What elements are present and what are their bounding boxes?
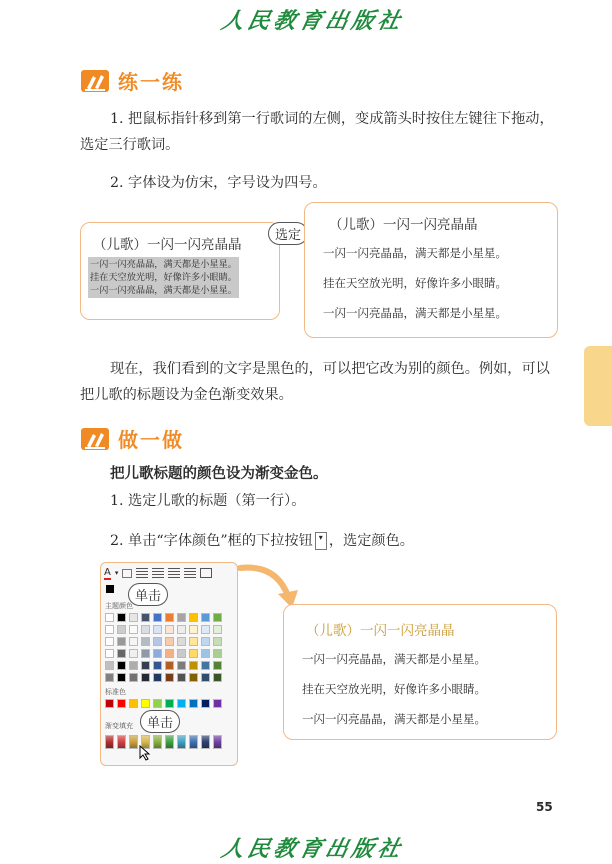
poem-line: 一闪一闪亮晶晶，满天都是小星星。	[90, 259, 237, 270]
theme-color-swatch[interactable]	[117, 637, 126, 646]
theme-color-swatch[interactable]	[141, 625, 150, 634]
theme-color-swatch[interactable]	[153, 613, 162, 622]
poem-line: 一闪一闪亮晶晶，满天都是小星星。	[302, 712, 486, 726]
theme-color-swatch[interactable]	[201, 637, 210, 646]
gradient-color-swatch[interactable]	[153, 735, 162, 749]
publisher-logo-bottom: 人民教育出版社	[218, 836, 407, 862]
theme-color-swatch[interactable]	[105, 637, 114, 646]
selection-demo-box	[80, 222, 280, 320]
theme-color-swatch[interactable]	[201, 649, 210, 658]
standard-colors-grid	[105, 699, 222, 708]
do-task: 把儿歌标题的颜色设为渐变金色。	[110, 466, 328, 482]
theme-color-swatch[interactable]	[153, 661, 162, 670]
gradient-color-swatch[interactable]	[177, 735, 186, 749]
standard-color-swatch[interactable]	[129, 699, 138, 708]
align-left-icon[interactable]	[136, 568, 148, 578]
standard-color-swatch[interactable]	[189, 699, 198, 708]
do-step-2-text: 2. 单击“字体颜色”框的下拉按钮	[110, 533, 313, 549]
do-step-1: 1. 选定儿歌的标题（第一行）。	[110, 493, 306, 509]
theme-color-swatch[interactable]	[213, 649, 222, 658]
theme-color-swatch[interactable]	[129, 637, 138, 646]
theme-color-swatch[interactable]	[141, 673, 150, 682]
distribute-icon[interactable]	[200, 568, 212, 578]
gradient-color-swatch[interactable]	[201, 735, 210, 749]
theme-color-swatch[interactable]	[117, 661, 126, 670]
poem-line: 一闪一闪亮晶晶，满天都是小星星。	[323, 246, 507, 260]
theme-color-swatch[interactable]	[201, 625, 210, 634]
theme-color-swatch[interactable]	[165, 673, 174, 682]
theme-color-swatch[interactable]	[165, 649, 174, 658]
practice-step-2: 2. 字体设为仿宋，字号设为四号。	[110, 175, 327, 191]
dropdown-arrow-icon: ▾	[315, 532, 327, 550]
gradient-fill-label: 渐变填充	[105, 722, 133, 730]
standard-color-swatch[interactable]	[141, 699, 150, 708]
poem-line: 挂在天空放光明，好像许多小眼睛。	[90, 272, 237, 283]
theme-colors-label: 主题颜色	[105, 602, 133, 610]
do-section-header	[80, 424, 184, 453]
theme-color-swatch[interactable]	[117, 649, 126, 658]
standard-color-swatch[interactable]	[177, 699, 186, 708]
theme-color-swatch[interactable]	[213, 625, 222, 634]
gradient-color-swatch[interactable]	[129, 735, 138, 749]
theme-color-swatch[interactable]	[105, 625, 114, 634]
gradient-color-swatch[interactable]	[105, 735, 114, 749]
theme-color-swatch[interactable]	[165, 613, 174, 622]
standard-color-swatch[interactable]	[117, 699, 126, 708]
theme-colors-grid	[105, 613, 222, 682]
theme-color-swatch[interactable]	[129, 661, 138, 670]
standard-colors-label: 标准色	[105, 688, 126, 696]
gradient-fill-grid	[105, 735, 222, 749]
mouse-cursor-icon	[139, 745, 151, 761]
do-step-2-text-end: ，选定颜色。	[328, 533, 414, 549]
practice-step-1: 1. 把鼠标指针移到第一行歌词的左侧，变成箭头时按住左键往下拖动，选定三行歌词。	[80, 111, 554, 153]
theme-color-swatch[interactable]	[117, 673, 126, 682]
callout-select: 选定	[268, 222, 308, 245]
theme-color-swatch[interactable]	[153, 637, 162, 646]
standard-color-swatch[interactable]	[165, 699, 174, 708]
theme-color-swatch[interactable]	[105, 673, 114, 682]
theme-color-swatch[interactable]	[201, 613, 210, 622]
standard-color-swatch[interactable]	[201, 699, 210, 708]
theme-color-swatch[interactable]	[141, 637, 150, 646]
theme-color-swatch[interactable]	[117, 625, 126, 634]
gradient-color-swatch[interactable]	[189, 735, 198, 749]
theme-color-swatch[interactable]	[141, 661, 150, 670]
automatic-color-swatch[interactable]	[106, 585, 114, 593]
practice-section-header	[80, 66, 184, 95]
theme-color-swatch[interactable]	[189, 613, 198, 622]
theme-color-swatch[interactable]	[141, 649, 150, 658]
theme-color-swatch[interactable]	[177, 625, 186, 634]
gradient-color-swatch[interactable]	[213, 735, 222, 749]
theme-color-swatch[interactable]	[141, 613, 150, 622]
font-color-button[interactable]: A	[104, 566, 111, 578]
standard-color-swatch[interactable]	[213, 699, 222, 708]
theme-color-swatch[interactable]	[213, 637, 222, 646]
gold-title-result-box	[283, 604, 557, 740]
publisher-logo-top: 人民教育出版社	[218, 8, 407, 34]
gold-poem-title: （儿歌）一闪一闪亮晶晶	[306, 623, 455, 639]
theme-color-swatch[interactable]	[213, 613, 222, 622]
theme-color-swatch[interactable]	[177, 661, 186, 670]
page-number: 55	[536, 800, 553, 814]
theme-color-swatch[interactable]	[129, 649, 138, 658]
toolbar-row	[104, 565, 234, 581]
callout-click-1: 单击	[128, 583, 168, 606]
theme-color-swatch[interactable]	[189, 661, 198, 670]
theme-color-swatch[interactable]	[165, 661, 174, 670]
theme-color-swatch[interactable]	[153, 673, 162, 682]
color-intro-paragraph: 现在，我们看到的文字是黑色的，可以把它改为别的颜色。例如，可以把儿歌的标题设为金色渐变效果。	[80, 361, 550, 403]
theme-color-swatch[interactable]	[165, 637, 174, 646]
theme-color-swatch[interactable]	[189, 625, 198, 634]
theme-color-swatch[interactable]	[201, 661, 210, 670]
do-title: 做一做	[118, 428, 184, 452]
theme-color-swatch[interactable]	[129, 673, 138, 682]
practice-title: 练一练	[118, 70, 184, 94]
theme-color-swatch[interactable]	[177, 637, 186, 646]
hand-pencil-icon	[80, 68, 110, 94]
poem-line: 一闪一闪亮晶晶，满天都是小星星。	[302, 652, 486, 666]
theme-color-swatch[interactable]	[189, 649, 198, 658]
gradient-color-swatch[interactable]	[117, 735, 126, 749]
theme-color-swatch[interactable]	[213, 661, 222, 670]
align-right-icon[interactable]	[168, 568, 180, 578]
theme-color-swatch[interactable]	[189, 637, 198, 646]
theme-color-swatch[interactable]	[213, 673, 222, 682]
poem-line: 一闪一闪亮晶晶，满天都是小星星。	[90, 285, 237, 296]
char-shading-icon[interactable]	[122, 569, 132, 578]
font-color-panel	[100, 562, 238, 766]
gradient-color-swatch[interactable]	[165, 735, 174, 749]
theme-color-swatch[interactable]	[177, 673, 186, 682]
poem-title: （儿歌）一闪一闪亮晶晶	[93, 237, 242, 253]
theme-color-swatch[interactable]	[129, 625, 138, 634]
selected-lines	[88, 257, 239, 298]
theme-color-swatch[interactable]	[105, 613, 114, 622]
result-demo-box	[304, 202, 558, 338]
theme-color-swatch[interactable]	[129, 613, 138, 622]
poem-title: （儿歌）一闪一闪亮晶晶	[329, 217, 478, 233]
poem-line: 挂在天空放光明，好像许多小眼睛。	[302, 682, 486, 696]
poem-line: 一闪一闪亮晶晶，满天都是小星星。	[323, 306, 507, 320]
callout-click-2: 单击	[140, 710, 180, 733]
poem-line: 挂在天空放光明，好像许多小眼睛。	[323, 276, 507, 290]
theme-color-swatch[interactable]	[165, 625, 174, 634]
justify-icon[interactable]	[184, 568, 196, 578]
align-center-icon[interactable]	[152, 568, 164, 578]
standard-color-swatch[interactable]	[153, 699, 162, 708]
theme-color-swatch[interactable]	[153, 649, 162, 658]
hand-pencil-icon	[80, 426, 110, 452]
theme-color-swatch[interactable]	[117, 613, 126, 622]
theme-color-swatch[interactable]	[177, 613, 186, 622]
theme-color-swatch[interactable]	[189, 673, 198, 682]
theme-color-swatch[interactable]	[105, 649, 114, 658]
dropdown-arrow-icon[interactable]: ▾	[114, 569, 119, 577]
chapter-tab	[584, 346, 612, 426]
theme-color-swatch[interactable]	[177, 649, 186, 658]
standard-color-swatch[interactable]	[105, 699, 114, 708]
theme-color-swatch[interactable]	[105, 661, 114, 670]
do-step-2	[110, 528, 414, 554]
theme-color-swatch[interactable]	[201, 673, 210, 682]
theme-color-swatch[interactable]	[153, 625, 162, 634]
